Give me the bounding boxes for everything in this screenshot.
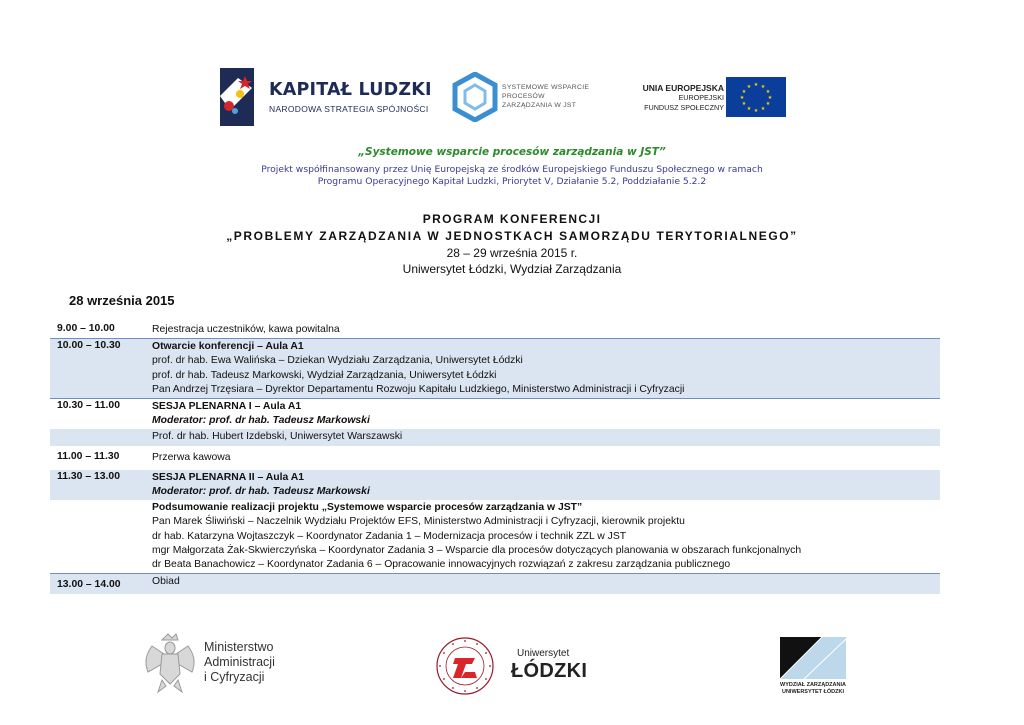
uniwersytet-lodzki-logo: [435, 636, 595, 696]
unia-europejska-text: [643, 83, 724, 113]
svg-text:★: ★: [753, 82, 759, 88]
svg-text:★: ★: [765, 89, 771, 95]
schedule-table: [50, 322, 940, 594]
program-subtitle: „PROBLEMY ZARZĄDZANIA W JEDNOSTKACH SAMORZĄDU TERYTORIALNEGO”: [226, 229, 798, 243]
schedule-row: [50, 500, 940, 573]
uniwersytet-small-text: Uniwersytet: [517, 648, 570, 659]
schedule-row: [50, 429, 940, 445]
uniwersytet-big-text: ŁÓDZKI: [511, 660, 588, 682]
ue-line-3: FUNDUSZ SPOŁECZNY: [644, 103, 724, 112]
eu-flag-icon: [726, 77, 786, 117]
mac-line-1: Ministerstwo: [204, 640, 274, 654]
svg-text:★: ★: [739, 95, 745, 101]
wz-line-2: UNIWERSYTET ŁÓDZKI: [781, 689, 845, 695]
schedule-line: Podsumowanie realizacji projektu „Systemowe wsparcie procesów zarządzania w JST”: [152, 502, 583, 514]
program-venue: Uniwersytet Łódzki, Wydział Zarządzania: [402, 262, 622, 276]
wydzial-text: [778, 682, 848, 696]
wydzial-zarzadzania-logo: [778, 635, 848, 707]
mac-line-2: Administracji: [204, 655, 275, 669]
wz-line-1: WYDZIAŁ ZARZĄDZANIA: [780, 682, 846, 688]
mac-line-3: i Cyfryzacji: [204, 670, 265, 684]
schedule-time: 11.30 – 13.00: [57, 470, 120, 482]
project-tagline: „Systemowe wsparcie procesów zarządzania w JST”: [358, 146, 666, 158]
schedule-time: 10.00 – 10.30: [57, 340, 121, 352]
kapital-ludzki-logo: [216, 66, 436, 128]
sw-line-2: PROCESÓW: [502, 93, 545, 100]
schedule-row: [50, 339, 940, 399]
sw-line-1: SYSTEMOWE WSPARCIE: [502, 84, 590, 91]
schedule-line: Obiad: [152, 576, 180, 588]
wydzial-emblem-icon: [778, 635, 848, 681]
schedule-row: [50, 573, 940, 594]
cofinancing-line-1: Projekt współfinansowany przez Unię Europejską ze środków Europejskiego Funduszu Społecznego w ramach: [261, 164, 763, 175]
schedule-line: Pan Marek Śliwiński – Naczelnik Wydziału Projektów EFS, Ministerstwo Administracji i Cyfryzacji, kierownik projektu: [152, 516, 685, 528]
ministerstwo-text: [204, 640, 275, 685]
schedule-time: 10.30 – 11.00: [57, 400, 120, 412]
svg-text:★: ★: [760, 106, 766, 112]
ue-line-1: UNIA EUROPEJSKA: [642, 83, 724, 93]
schedule-row: [50, 470, 940, 500]
schedule-line: SESJA PLENARNA I – Aula A1: [152, 401, 302, 413]
cofinancing-line-2: Programu Operacyjnego Kapitał Ludzki, Priorytet V, Działanie 5.2, Poddziałanie 5.2.2: [317, 176, 707, 187]
schedule-line: Przerwa kawowa: [152, 451, 231, 463]
schedule-row: [50, 450, 940, 466]
cofinancing-note: [0, 164, 1024, 188]
schedule-line: prof. dr hab. Tadeusz Markowski, Wydział Zarządzania, Uniwersytet Łódzki: [152, 369, 497, 381]
svg-text:★: ★: [760, 84, 766, 90]
unia-europejska-logo: [630, 75, 790, 119]
eagle-emblem-icon: [142, 632, 198, 696]
schedule-line: Moderator: prof. dr hab. Tadeusz Markowski: [152, 415, 370, 427]
schedule-time: 11.00 – 11.30: [57, 450, 120, 462]
svg-text:★: ★: [753, 108, 759, 114]
university-seal-icon: [435, 636, 495, 696]
sw-line-3: ZARZĄDZANIA W JST: [502, 102, 577, 109]
schedule-time: 9.00 – 10.00: [57, 323, 115, 334]
systemowe-wsparcie-logo: [452, 72, 602, 122]
schedule-line: Rejestracja uczestników, kawa powitalna: [152, 324, 340, 335]
svg-text:★: ★: [765, 101, 771, 107]
schedule-line: mgr Małgorzata Żak-Skwierczyńska – Koordynator Zadania 3 – Wsparcie dla procesów dotyczących planowania w obszarach funkcjonalnych: [152, 544, 802, 556]
svg-text:★: ★: [741, 89, 747, 95]
svg-text:★: ★: [741, 101, 747, 107]
kapital-ludzki-emblem-icon: [216, 66, 264, 128]
svg-text:★: ★: [746, 84, 752, 90]
systemowe-wsparcie-text: [502, 83, 589, 110]
ministerstwo-logo: [142, 632, 292, 696]
schedule-line: Prof. dr hab. Hubert Izdebski, Uniwersytet Warszawski: [152, 431, 403, 443]
schedule-time: 13.00 – 14.00: [57, 579, 121, 591]
schedule-line: SESJA PLENARNA II – Aula A1: [152, 471, 305, 483]
ue-line-2: EUROPEJSKI: [678, 93, 724, 102]
kapital-ludzki-subtitle: NARODOWA STRATEGIA SPÓJNOŚCI: [269, 104, 429, 114]
day-heading: 28 września 2015: [69, 293, 175, 308]
schedule-line: Pan Andrzej Trzęsiara – Dyrektor Departamentu Rozwoju Kapitału Ludzkiego, Ministerstwo Administracji i Cyfryzacji: [152, 383, 685, 395]
schedule-line: dr hab. Katarzyna Wojtaszczyk – Koordynator Zadania 1 – Modernizacja procesów i technik ZZL w JST: [152, 530, 627, 542]
hexagon-logo-icon: [452, 72, 498, 122]
kapital-ludzki-title: KAPITAŁ LUDZKI: [269, 80, 432, 100]
schedule-row: [50, 322, 940, 339]
program-dates: 28 – 29 września 2015 r.: [446, 246, 578, 260]
schedule-line: Otwarcie konferencji – Aula A1: [152, 341, 304, 353]
svg-text:★: ★: [767, 95, 773, 101]
schedule-line: prof. dr hab. Ewa Walińska – Dziekan Wydziału Zarządzania, Uniwersytet Łódzki: [152, 355, 523, 367]
svg-text:★: ★: [746, 106, 752, 112]
schedule-line: Moderator: prof. dr hab. Tadeusz Markowski: [152, 486, 370, 498]
schedule-row: [50, 399, 940, 429]
schedule-line: dr Beata Banachowicz – Koordynator Zadania 6 – Opracowanie innowacyjnych rozwiązań z zakresu zarządzania publicznego: [152, 559, 731, 571]
program-title: PROGRAM KONFERENCJI: [422, 212, 602, 226]
